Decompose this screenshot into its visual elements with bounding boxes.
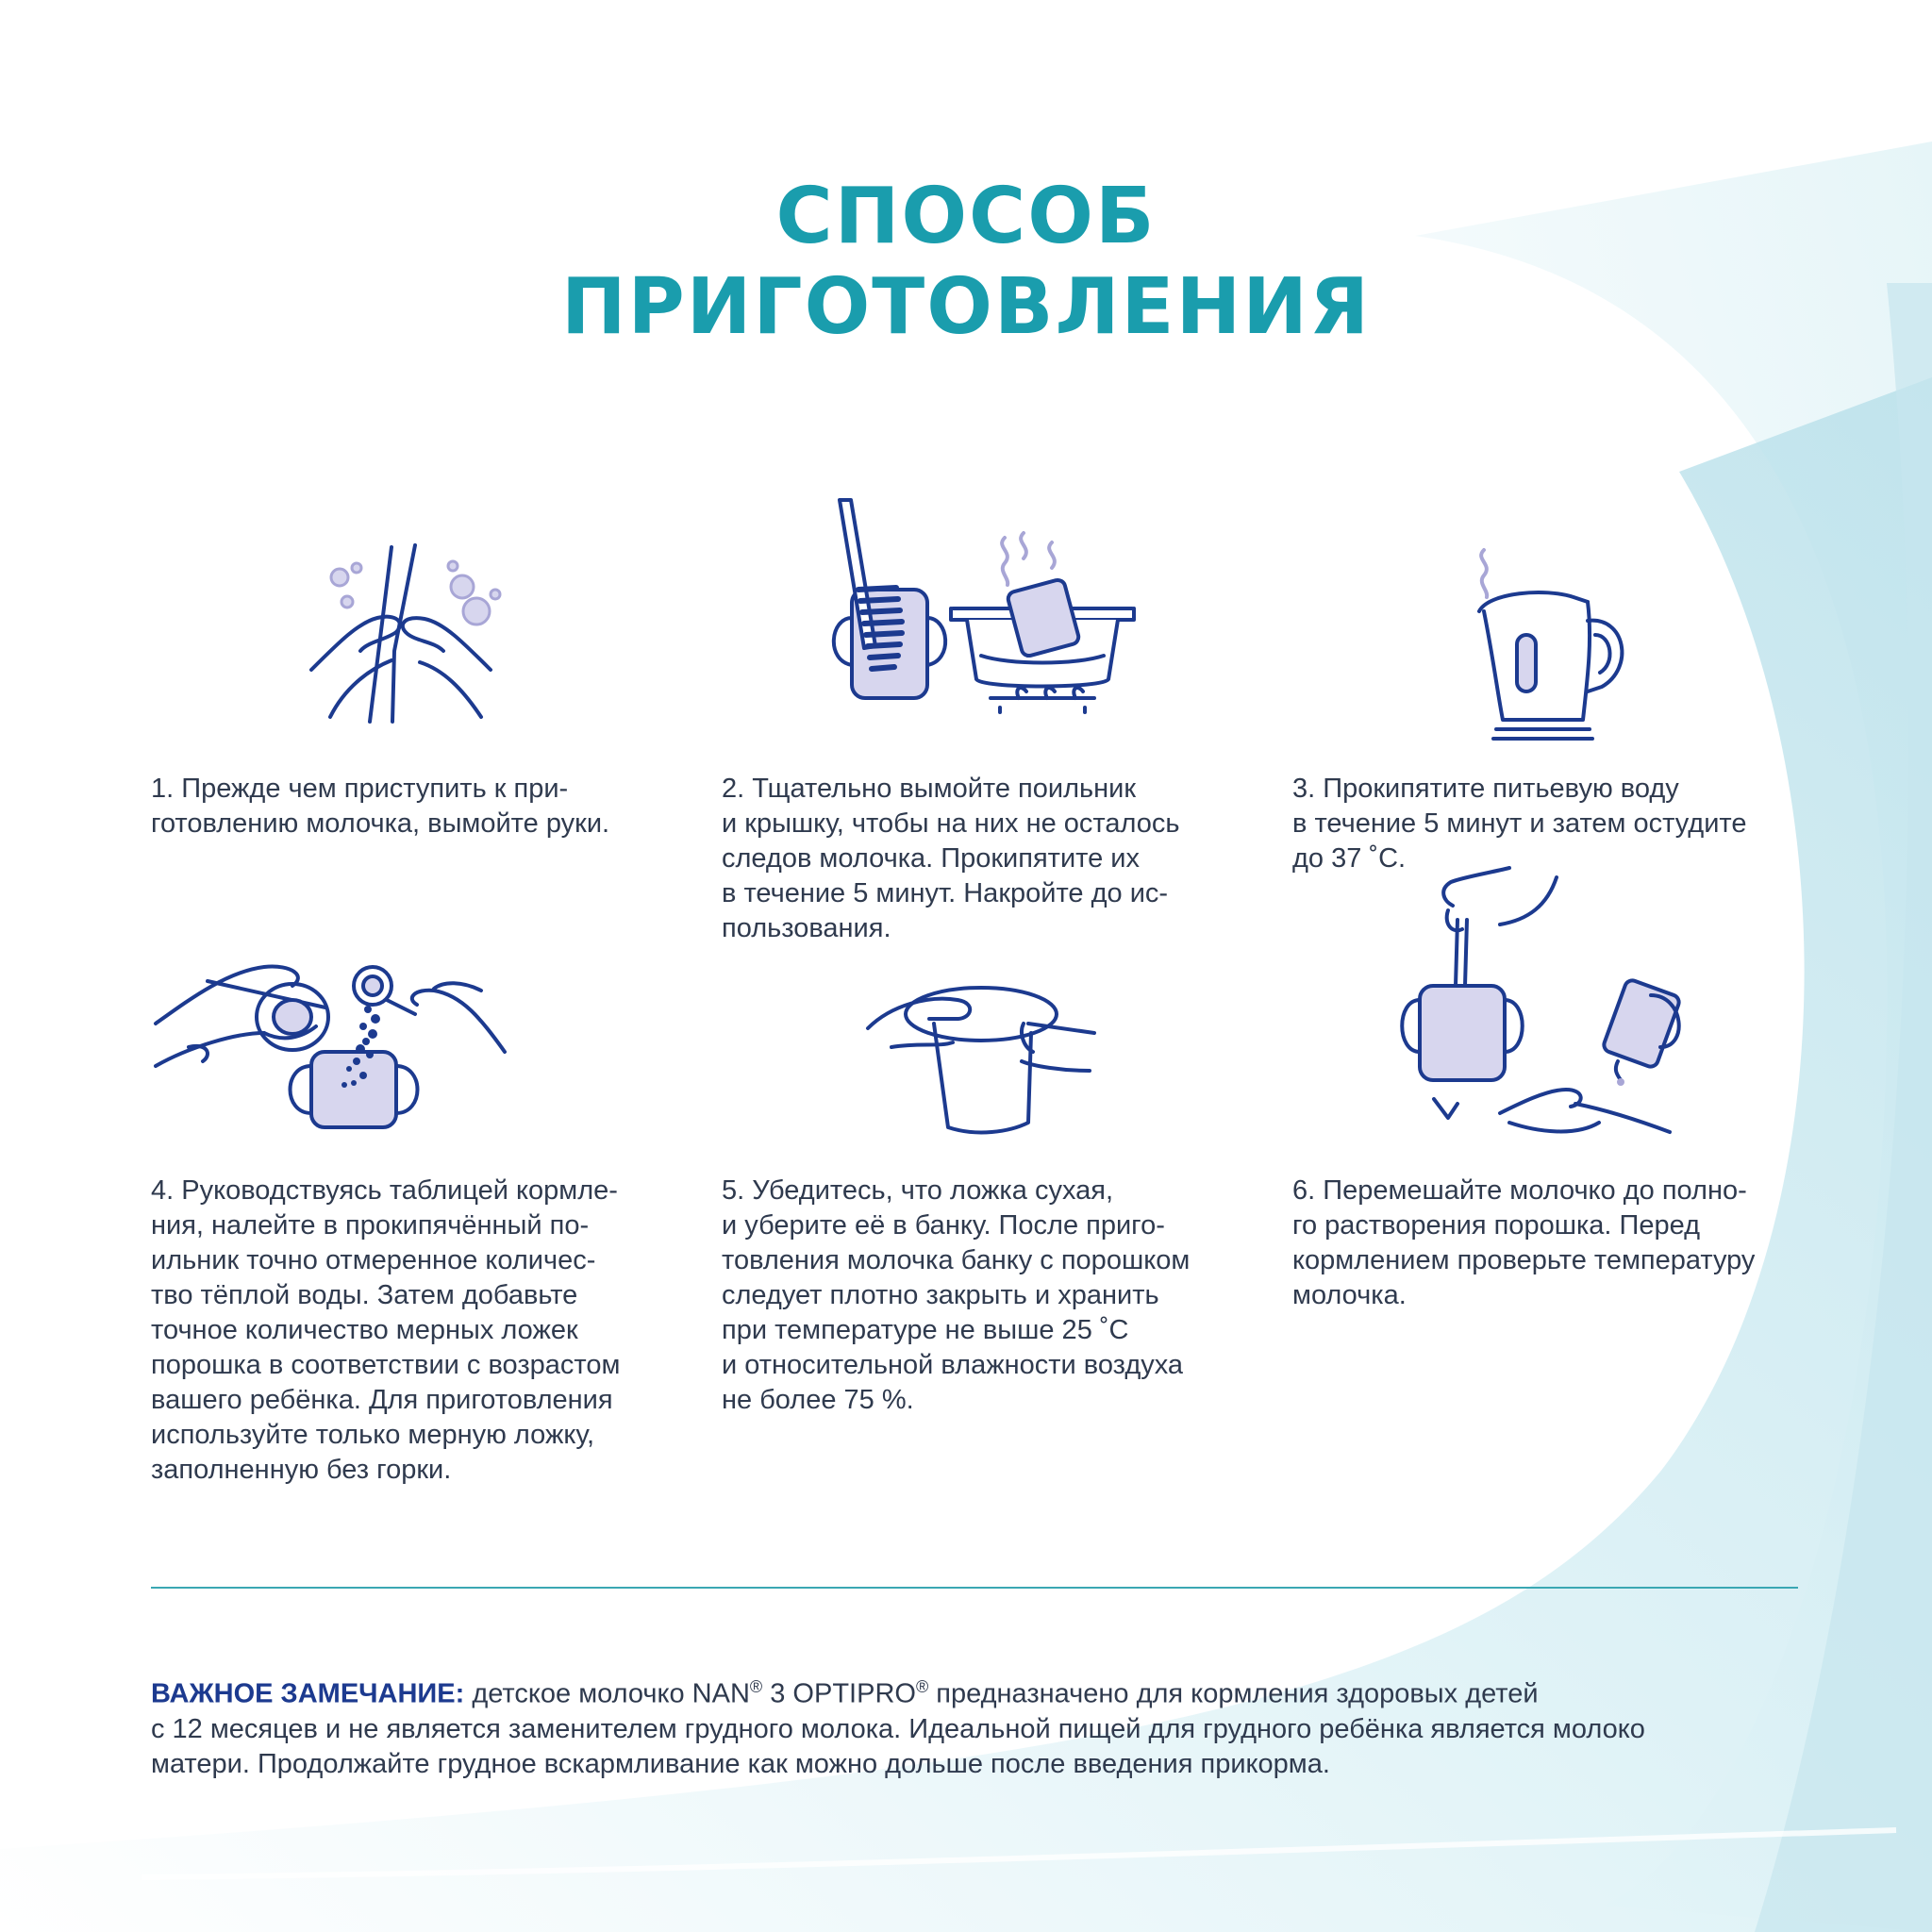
step-2-text: 2. Тщательно вымойте поильник и крышку, чтобы на них не осталось следов молочка. Прокипятите их в течение 5 минут. Накройте до ис- пользования.	[722, 774, 1180, 943]
closing-can-icon	[863, 976, 1099, 1137]
note-line-2: с 12 месяцев и не является заменителем грудного молока. Идеальной пищей для грудного ребёнка является молоко	[151, 1713, 1645, 1744]
note-text-c: предназначено для кормления здоровых детей	[928, 1678, 1539, 1709]
step-3-text: 3. Прокипятите питьевую воду в течение 5 минут и затем остудите до 37 ˚С.	[1292, 774, 1747, 874]
page-title: СПОСОБ	[775, 172, 1157, 261]
note-text-a: детское молочко NAN	[464, 1678, 750, 1709]
kettle-icon	[1460, 545, 1640, 743]
note-text-b: 3 OPTIPRO	[762, 1678, 916, 1709]
step-4-text: 4. Руководствуясь таблицей кормле- ния, налейте в прокипячённый по- ильник точно отмеренное количес- тво тёплой воды. Затем добавьте точное количество мерных ложек порошка в соответствии с возрастом вашего ребёнка. Для приготовления используйте только мерную ложку, заполненную без горки.	[151, 1175, 621, 1485]
note-line-3: матери. Продолжайте грудное вскармливание как можно дольше после введения прикорма.	[151, 1748, 1330, 1779]
washing-hands-icon	[302, 528, 519, 736]
registered-mark: ®	[749, 1677, 763, 1696]
important-note	[151, 1670, 1792, 1782]
measuring-powder-icon	[151, 943, 509, 1132]
bottle-brush-and-pot-icon	[821, 495, 1141, 722]
step-1-text: 1. Прежде чем приступить к при- готовлению молочка, вымойте руки.	[151, 774, 610, 839]
step-5-text: 5. Убедитесь, что ложка сухая, и уберите её в банку. После приго- товления молочка банку с порошком следует плотно закрыть и хранить при температуре не выше 25 ˚С и относительной влажности воздуха не более 75 %.	[722, 1175, 1191, 1415]
stirring-and-testing-icon	[1396, 863, 1689, 1137]
step-6-text: 6. Перемешайте молочко до полно- го растворения порошка. Перед кормлением проверьте температуру молочка.	[1292, 1175, 1756, 1310]
divider-line	[151, 1587, 1798, 1589]
note-label: ВАЖНОЕ ЗАМЕЧАНИЕ:	[151, 1678, 465, 1709]
page-subtitle: ПРИГОТОВЛЕНИЯ	[561, 262, 1371, 352]
registered-mark: ®	[915, 1677, 929, 1696]
